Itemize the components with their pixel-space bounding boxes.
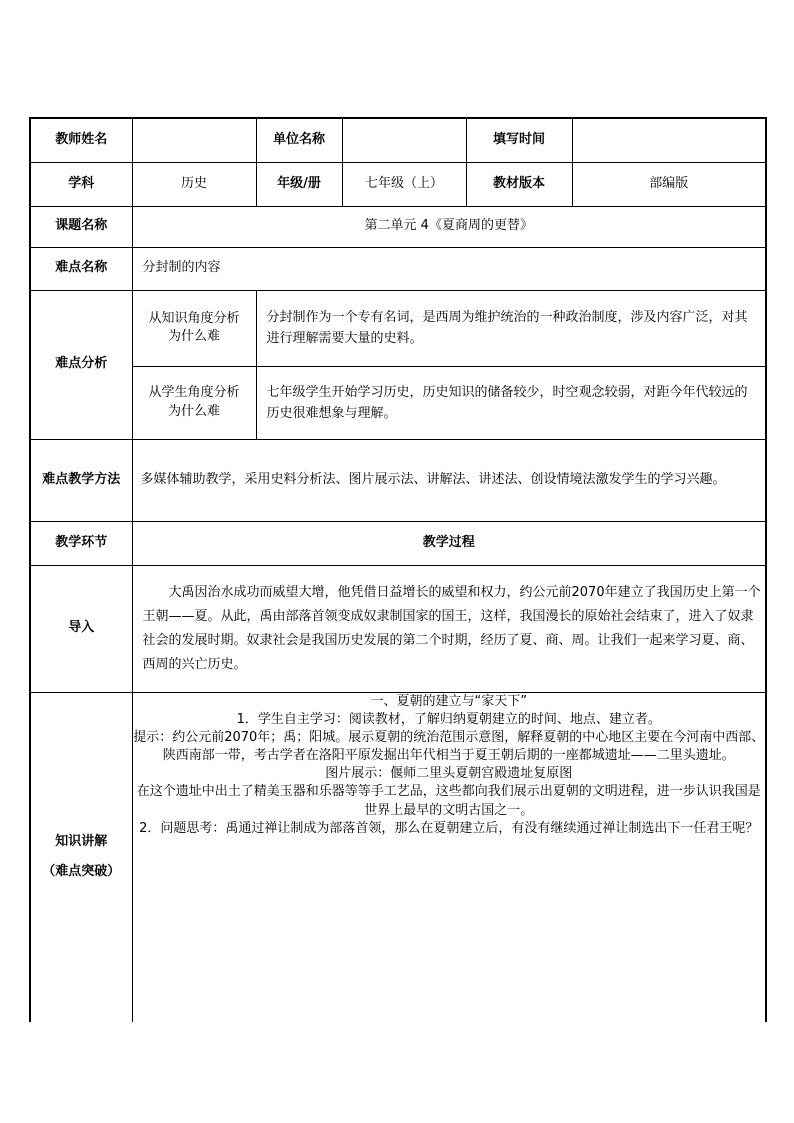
analysis-knowledge-row (30, 290, 766, 366)
knowledge-row (30, 692, 766, 1022)
knowledge-angle-label (132, 290, 256, 366)
intro-row (30, 565, 766, 692)
difficulty-value: 分封制的内容 (132, 247, 766, 290)
header-row-2 (30, 162, 766, 206)
topic-label: 课题名称 (30, 206, 132, 247)
teacher-name-label: 教师姓名 (30, 118, 132, 162)
knowledge-line: 2．问题思考：禹通过禅让制成为部落首领，那么在夏朝建立后，有没有继续通过禅让制选出下一任君王呢？ (139, 820, 759, 836)
topic-row (30, 206, 766, 247)
knowledge-label-cell (30, 692, 132, 1022)
difficulty-row (30, 247, 766, 290)
student-angle-text: 七年级学生开始学习历史，历史知识的储备较少，时空观念较弱，对距今年代较远的历史很难想象与理解。 (256, 366, 766, 439)
teacher-name-value[interactable] (132, 118, 256, 162)
header-row-1 (30, 118, 766, 162)
knowledge-line: 图片展示：偃师二里头夏朝宫殿遗址复原图 (325, 766, 573, 782)
topic-value: 第二单元 4《夏商周的更替》 (132, 206, 766, 247)
intro-label: 导入 (30, 565, 132, 692)
knowledge-line: 一、夏朝的建立与“家天下” (370, 693, 527, 709)
grade-label: 年级/册 (256, 162, 342, 206)
student-angle-label (132, 366, 256, 439)
stage-label: 教学环节 (30, 521, 132, 565)
method-label: 难点教学方法 (30, 439, 132, 521)
intro-text: 大禹因治水成功而威望大增，他凭借日益增长的威望和权力，约公元前2070年建立了我国历史上第一个王朝——夏。从此，禹由部落首领变成奴隶制国家的国王，这样，我国漫长的原始社会结束了，进入了奴隶社会的发展时期。奴隶社会是我国历史发展的第二个时期，经历了夏、商、周。让我们一起来学习夏、商、西周的兴亡历史。 (142, 584, 761, 672)
lesson-plan-table (29, 117, 767, 1022)
process-label: 教学过程 (132, 521, 766, 565)
knowledge-line: 提示：约公元前2070年；禹；阳城。展示夏朝的统治范围示意图，解释夏朝的中心地区主要在今河南中西部、陕西南部一带，考古学者在洛阳平原发掘出年代相当于夏王朝后期的一座都城遗址——二里头遗址。 (133, 729, 765, 764)
analysis-student-row (30, 366, 766, 439)
fill-date-label: 填写时间 (466, 118, 572, 162)
process-header-row (30, 521, 766, 565)
difficulty-label: 难点名称 (30, 247, 132, 290)
textbook-value: 部编版 (572, 162, 766, 206)
intro-cell (132, 565, 766, 692)
unit-name-label: 单位名称 (256, 118, 342, 162)
knowledge-angle-text: 分封制作为一个专有名词，是西周为维护统治的一种政治制度，涉及内容广泛，对其进行理解需要大量的史料。 (256, 290, 766, 366)
analysis-label: 难点分析 (30, 290, 132, 439)
method-row (30, 439, 766, 521)
knowledge-line: 1．学生自主学习：阅读教材，了解归纳夏朝建立的时间、地点、建立者。 (236, 711, 661, 727)
grade-value: 七年级（上） (342, 162, 466, 206)
knowledge-sublabel: （难点突破） (42, 864, 121, 880)
unit-name-value[interactable] (342, 118, 466, 162)
knowledge-content (132, 692, 766, 1022)
knowledge-line: 在这个遗址中出土了精美玉器和乐器等等手工艺品，这些都向我们展示出夏朝的文明进程，进一步认识我国是世界上最早的文明古国之一。 (136, 784, 761, 818)
subject-label: 学科 (30, 162, 132, 206)
textbook-label: 教材版本 (466, 162, 572, 206)
knowledge-angle-label-text: 从知识角度分析为什么难 (148, 310, 240, 344)
fill-date-value[interactable] (572, 118, 766, 162)
knowledge-label: 知识讲解 (55, 834, 108, 850)
student-angle-label-text: 从学生角度分析为什么难 (148, 385, 240, 419)
method-text: 多媒体辅助教学，采用史料分析法、图片展示法、讲解法、讲述法、创设情境法激发学生的学习兴趣。 (132, 439, 766, 521)
subject-value: 历史 (132, 162, 256, 206)
